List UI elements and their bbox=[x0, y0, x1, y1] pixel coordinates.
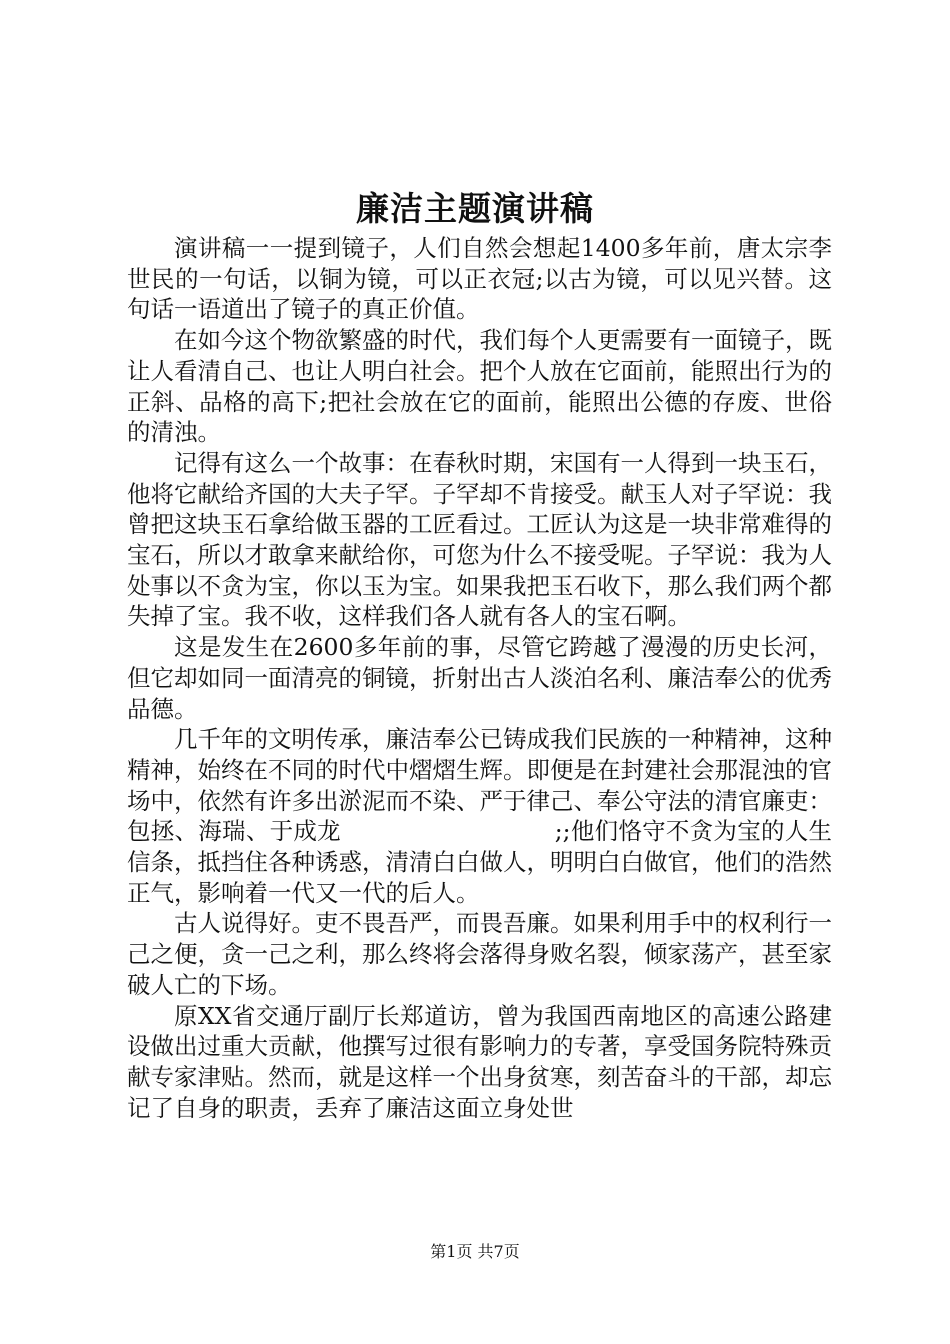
paragraph: 几千年的文明传承，廉洁奉公已铸成我们民族的一种精神，这种精神，始终在不同的时代中熠熠生辉。即便是在封建社会那混浊的官场中，依然有许多出淤泥而不染、严于律己、奉公守法的清官廉吏：包拯、海瑞、于成龙 ;;他们恪守不贪为宝的人生信条，抵挡住各种诱惑，清清白白做人，明明白白做官，他们的浩然正气，影响着一代又一代的后人。 bbox=[127, 725, 832, 907]
paragraph: 在如今这个物欲繁盛的时代，我们每个人更需要有一面镜子，既让人看清自己、也让人明白社会。把个人放在它面前，能照出行为的正斜、品格的高下;把社会放在它的面前，能照出公德的存废、世俗的清浊。 bbox=[127, 326, 832, 447]
paragraph: 记得有这么一个故事：在春秋时期，宋国有一人得到一块玉石，他将它献给齐国的大夫子罕。子罕却不肯接受。献玉人对子罕说：我曾把这块玉石拿给做玉器的工匠看过。工匠认为这是一块非常难得的宝石，所以才敢拿来献给你，可您为什么不接受呢。子罕说：我为人处事以不贪为宝，你以玉为宝。如果我把玉石收下，那么我们两个都失掉了宝。我不收，这样我们各人就有各人的宝石啊。 bbox=[127, 448, 832, 631]
paragraph: 这是发生在2600多年前的事，尽管它跨越了漫漫的历史长河，但它却如同一面清亮的铜镜，折射出古人淡泊名利、廉洁奉公的优秀品德。 bbox=[127, 633, 832, 723]
paragraph: 原XX省交通厅副厅长郑道访，曾为我国西南地区的高速公路建设做出过重大贡献，他撰写过很有影响力的专著，享受国务院特殊贡献专家津贴。然而，就是这样一个出身贫寒，刻苦奋斗的干部，却忘记了自身的职责，丢弃了廉洁这面立身处世 bbox=[127, 1001, 832, 1122]
paragraph: 古人说得好。吏不畏吾严，而畏吾廉。如果利用手中的权利行一己之便，贪一己之利，那么终将会落得身败名裂，倾家荡产，甚至家破人亡的下场。 bbox=[127, 909, 832, 999]
document-body bbox=[127, 233, 832, 1123]
page-footer: 第1页 共7页 bbox=[430, 1242, 520, 1261]
paragraph: 演讲稿一一提到镜子，人们自然会想起1400多年前，唐太宗李世民的一句话，以铜为镜，可以正衣冠;以古为镜，可以见兴替。这句话一语道出了镜子的真正价值。 bbox=[127, 234, 832, 324]
document-title: 廉洁主题演讲稿 bbox=[356, 189, 594, 228]
